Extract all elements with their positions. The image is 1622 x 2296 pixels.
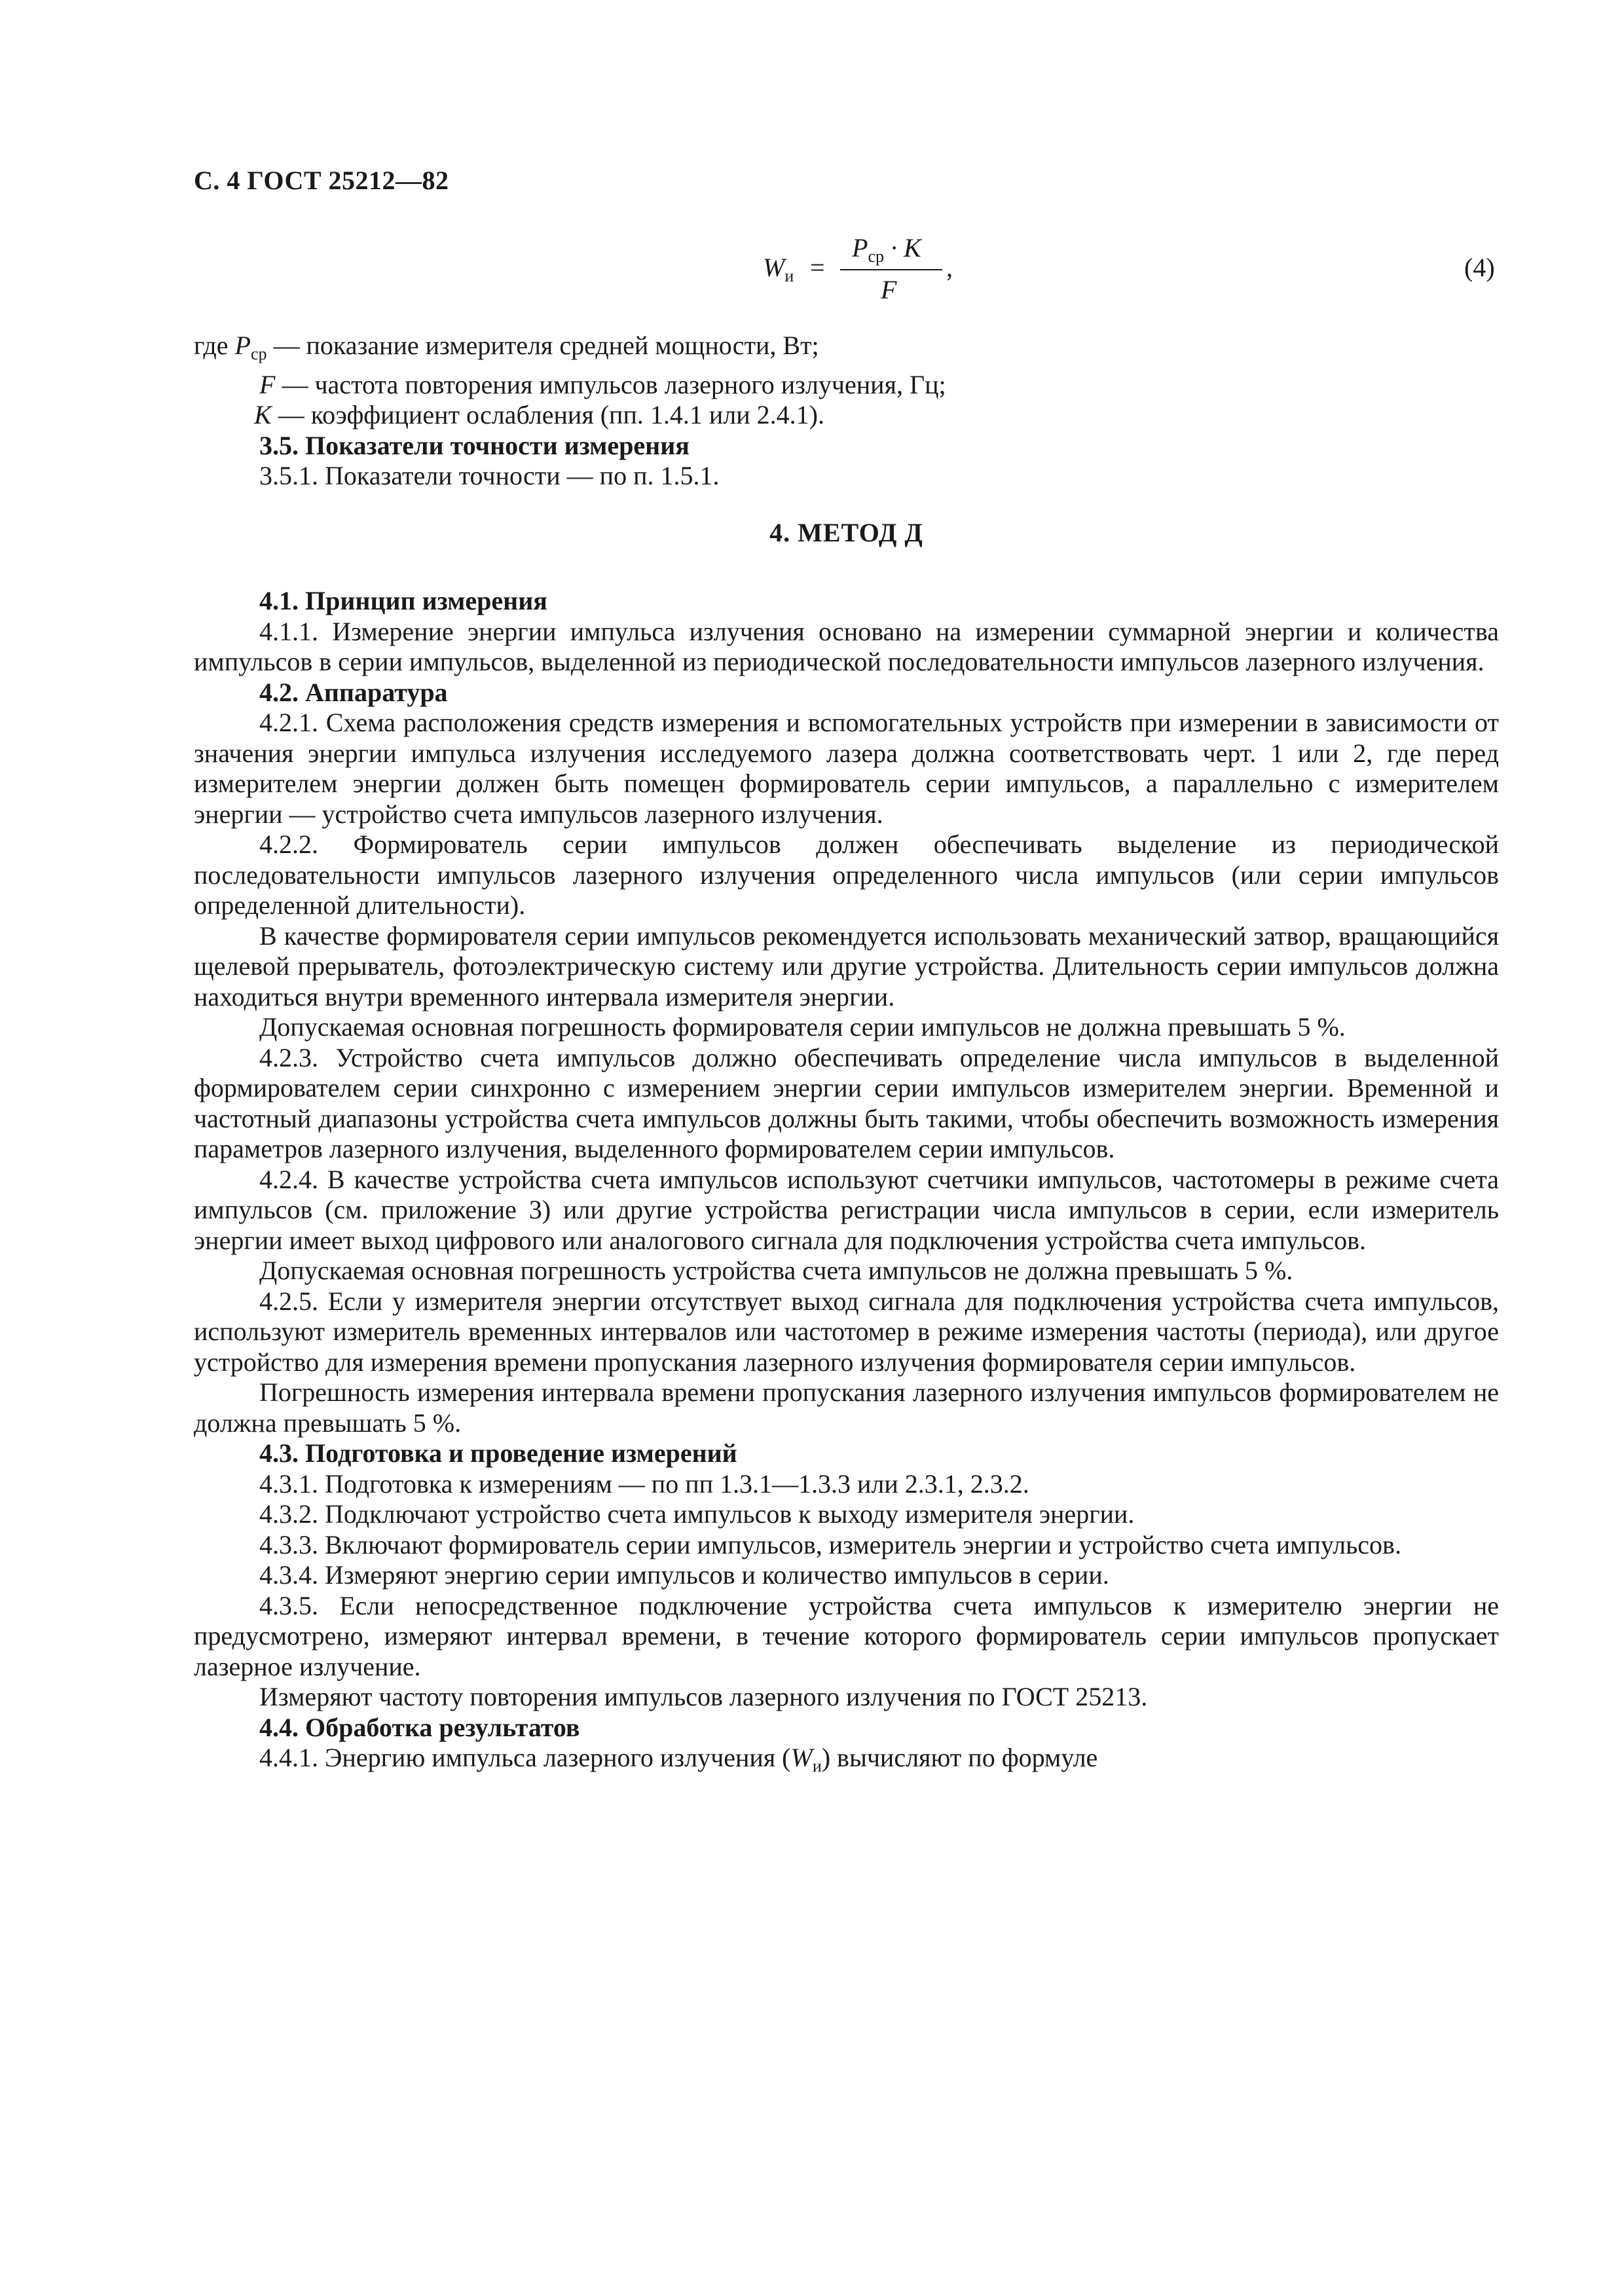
para-4-2-4: 4.2.4. В качестве устройства счета импульсов используют счетчики импульсов, частотомеры в режиме счета импульсов (см. приложение 3) или другие устройства регистрации числа импульсов в серии, если измеритель энергии имеет выход цифрового или аналогового сигнала для подключения устройства счета импульсов. xyxy=(194,1164,1499,1255)
heading-4-4: 4.4. Обработка результатов xyxy=(259,1712,580,1742)
formula-lhs xyxy=(763,252,794,286)
para-4-4-1-after: ) вычисляют по формуле xyxy=(821,1743,1098,1772)
para-4-4-1-before: 4.4.1. Энергию импульса лазерного излучения ( xyxy=(259,1743,791,1772)
where-lead: где xyxy=(194,331,235,360)
para-4-3-4: 4.3.4. Измеряют энергию серии импульсов и количество импульсов в серии. xyxy=(259,1560,1109,1590)
where-p xyxy=(194,331,1499,370)
para-4-3-5: 4.3.5. Если непосредственное подключение устройства счета импульсов к измерителю энергии не предусмотрено, измеряют интервал времени, в течение которого формирователь серии импульсов пропускает лазерное излучение. xyxy=(194,1590,1499,1681)
formula-denominator: F xyxy=(881,275,897,304)
where-p-sub: ср xyxy=(250,344,267,363)
heading-3-5: 3.5. Показатели точности измерения xyxy=(259,430,690,460)
where-k-symbol: K xyxy=(254,400,272,429)
para-4-1-1: 4.1.1. Измерение энергии импульса излучения основано на измерении суммарной энергии и количества импульсов в серии импульсов, выделенной из периодической последовательности импульсов лазерного излучения. xyxy=(194,616,1499,676)
formula-lhs-sub: и xyxy=(784,266,794,285)
para-4-2-1: 4.2.1. Схема расположения средств измерения и вспомогательных устройств при измерении в зависимости от значения энергии импульса излучения исследуемого лазера должна соответствовать черт. 1 или 2, где перед измерителем энергии должен быть помещен формирователь серии импульсов, а параллельно с измерителем энергии — устройство счета импульсов лазерного излучения. xyxy=(194,708,1499,829)
para-4-2-2c: Допускаемая основная погрешность формирователя серии импульсов не должна превышать 5 %. xyxy=(259,1012,1346,1042)
para-4-3-5b: Измеряют частоту повторения импульсов лазерного излучения по ГОСТ 25213. xyxy=(259,1682,1148,1711)
formula-num-symbol: P xyxy=(852,233,868,263)
heading-4-2: 4.2. Аппаратура xyxy=(259,677,448,707)
formula-num-sub: ср xyxy=(868,247,884,266)
formula-lhs-symbol: W xyxy=(763,253,785,282)
para-3-5-1: 3.5.1. Показатели точности — по п. 1.5.1. xyxy=(259,461,720,490)
where-k xyxy=(194,400,1499,431)
para-4-2-5: 4.2.5. Если у измерителя энергии отсутствует выход сигнала для подключения устройства счета импульсов, используют измеритель временных интервалов или частотомер в режиме измерения частоты (периода), или другое устройство для измерения времени пропускания лазерного излучения формирователя серии импульсов. xyxy=(194,1286,1499,1377)
formula-comma: , xyxy=(946,253,953,282)
where-f xyxy=(194,370,1499,401)
section-4-title: 4. МЕТОД Д xyxy=(769,517,923,547)
formula-number: (4) xyxy=(1464,253,1495,282)
where-p-text: — показание измерителя средней мощности, Вт; xyxy=(267,331,819,360)
where-p-symbol: P xyxy=(234,331,251,360)
heading-4-3: 4.3. Подготовка и проведение измерений xyxy=(259,1438,737,1468)
page-header: С. 4 ГОСТ 25212—82 xyxy=(194,166,449,195)
where-f-text: — частота повторения импульсов лазерного излучения, Гц; xyxy=(275,369,946,399)
para-4-4-1 xyxy=(194,1743,1499,1782)
document-body xyxy=(194,331,1499,1782)
where-k-text: — коэффициент ослабления (пп. 1.4.1 или 2.4.1). xyxy=(271,400,824,429)
fraction-bar xyxy=(840,269,942,270)
formula-equals: = xyxy=(810,253,825,282)
where-f-symbol: F xyxy=(259,369,276,399)
formula-4 xyxy=(763,232,959,311)
para-4-2-3: 4.2.3. Устройство счета импульсов должно обеспечивать определение числа импульсов в выделенной формирователем серии синхронно с измерением энергии серии импульсов измерителем энергии. Временной и частотный диапазоны устройства счета импульсов должны быть такими, чтобы обеспечить возможность измерения параметров лазерного излучения, выделенного формирователем серии импульсов. xyxy=(194,1042,1499,1163)
para-4-2-2b: В качестве формирователя серии импульсов рекомендуется использовать механический затвор, вращающийся щелевой прерыватель, фотоэлектрическую систему или другие устройства. Длительность серии импульсов должна находиться внутри временного интервала измерителя энергии. xyxy=(194,920,1499,1011)
heading-4-1: 4.1. Принцип измерения xyxy=(259,586,547,615)
para-4-3-3: 4.3.3. Включают формирователь серии импульсов, измеритель энергии и устройство счета импульсов. xyxy=(259,1529,1401,1559)
para-4-2-4b: Допускаемая основная погрешность устройства счета импульсов не должна превышать 5 %. xyxy=(259,1256,1293,1285)
para-4-2-5b: Погрешность измерения интервала времени пропускания лазерного излучения импульсов формирователем не должна превышать 5 %. xyxy=(194,1377,1499,1438)
para-4-4-1-symbol: W xyxy=(790,1743,813,1772)
para-4-2-2: 4.2.2. Формирователь серии импульсов должен обеспечивать выделение из периодической последовательности импульсов лазерного излучения определенного числа импульсов (или серии импульсов определенной длительности). xyxy=(194,829,1499,920)
para-4-4-1-sub: и xyxy=(812,1757,822,1776)
formula-num-rest: · K xyxy=(883,233,921,263)
formula-fraction xyxy=(840,232,951,304)
formula-numerator xyxy=(852,232,921,266)
para-4-3-1: 4.3.1. Подготовка к измерениям — по пп 1.3.1—1.3.3 или 2.3.1, 2.3.2. xyxy=(259,1468,1029,1499)
para-4-3-2: 4.3.2. Подключают устройство счета импульсов к выходу измерителя энергии. xyxy=(259,1499,1135,1529)
